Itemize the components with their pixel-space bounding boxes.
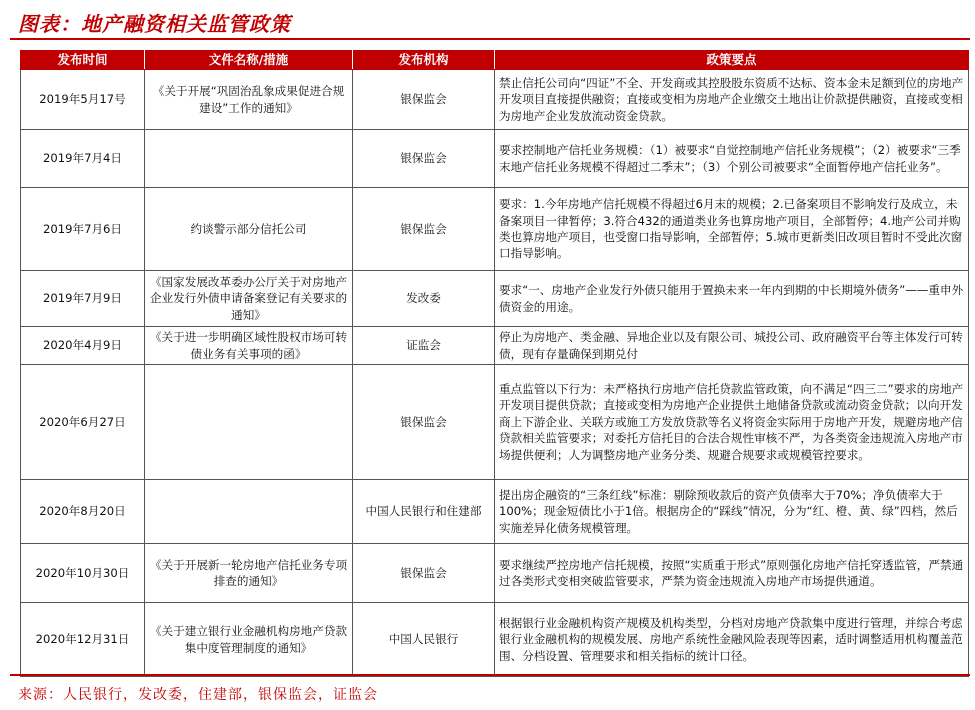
table-header-row — [21, 51, 969, 70]
cell-agency: 中国人民银行 — [353, 603, 495, 677]
cell-document: 《国家发展改革委办公厅关于对房地产企业发行外债申请备案登记有关要求的通知》 — [145, 271, 353, 327]
cell-points: 要求控制地产信托业务规模：（1）被要求“自觉控制地产信托业务规模”；（2）被要求“三季末地产信托业务规模不得超过二季末”；（3）个别公司被要求“全面暂停地产信托业务”。 — [495, 130, 969, 188]
cell-agency: 发改委 — [353, 271, 495, 327]
table-row — [21, 365, 969, 480]
page-title: 图表：地产融资相关监管政策 — [18, 12, 291, 36]
cell-document — [145, 365, 353, 480]
source-divider — [10, 674, 970, 676]
cell-points: 重点监管以下行为：未严格执行房地产信托贷款监管政策，向不满足“四三二”要求的房地产开发项目提供贷款；直接或变相为房地产企业提供土地储备贷款或流动资金贷款；以向开发商上下游企业、关联方或施工方发放贷款等名义将资金实际用于房地产开发，规避房地产信贷款相关监管要求；对委托方信托目的合法合规性审核不严，为各类资金违规流入房地产市场提供便利；人为调整房地产业务分类、规避合规要求或规模管控要求。 — [495, 365, 969, 480]
cell-points: 禁止信托公司向“四证”不全、开发商或其控股股东资质不达标、资本金未足额到位的房地产开发项目直接提供融资；直接或变相为房地产企业缴交土地出让价款提供融资，直接或变相为房地产企业发放流动资金贷款。 — [495, 70, 969, 130]
cell-agency: 银保监会 — [353, 544, 495, 603]
cell-date: 2020年10月30日 — [21, 544, 145, 603]
cell-date: 2019年7月6日 — [21, 188, 145, 271]
table-row — [21, 70, 969, 130]
table-row — [21, 188, 969, 271]
source-note: 来源：人民银行，发改委，住建部，银保监会，证监会 — [18, 687, 378, 703]
cell-document: 约谈警示部分信托公司 — [145, 188, 353, 271]
header-date: 发布时间 — [21, 51, 145, 70]
cell-document: 《关于建立银行业金融机构房地产贷款集中度管理制度的通知》 — [145, 603, 353, 677]
cell-points: 提出房企融资的“三条红线”标准：剔除预收款后的资产负债率大于70%；净负债率大于100%；现金短债比小于1倍。根据房企的“踩线”情况，分为“红、橙、黄、绿”四档，然后实施差异化债务规模管理。 — [495, 480, 969, 544]
cell-document: 《关于开展新一轮房地产信托业务专项排查的通知》 — [145, 544, 353, 603]
cell-points: 停止为房地产、类金融、异地企业以及有限公司、城投公司、政府融资平台等主体发行可转债，现有存量确保到期兑付 — [495, 327, 969, 365]
cell-document: 《关于开展“巩固治乱象成果促进合规建设”工作的通知》 — [145, 70, 353, 130]
cell-points: 要求继续严控房地产信托规模，按照“实质重于形式”原则强化房地产信托穿透监管，严禁通过各类形式变相突破监管要求，严禁为资金违规流入房地产市场提供通道。 — [495, 544, 969, 603]
cell-points: 要求“一、房地产企业发行外债只能用于置换未来一年内到期的中长期境外债务”——重申外债资金的用途。 — [495, 271, 969, 327]
header-document: 文件名称/措施 — [145, 51, 353, 70]
cell-document — [145, 480, 353, 544]
header-agency: 发布机构 — [353, 51, 495, 70]
table-row — [21, 130, 969, 188]
cell-date: 2020年6月27日 — [21, 365, 145, 480]
table-row — [21, 271, 969, 327]
title-divider — [10, 38, 970, 40]
cell-agency: 银保监会 — [353, 188, 495, 271]
header-points: 政策要点 — [495, 51, 969, 70]
cell-date: 2019年7月9日 — [21, 271, 145, 327]
cell-document — [145, 130, 353, 188]
policy-table — [20, 50, 969, 677]
table-row — [21, 544, 969, 603]
cell-date: 2020年4月9日 — [21, 327, 145, 365]
cell-date: 2020年12月31日 — [21, 603, 145, 677]
table-row — [21, 327, 969, 365]
cell-date: 2019年5月17号 — [21, 70, 145, 130]
table-row — [21, 480, 969, 544]
cell-document: 《关于进一步明确区域性股权市场可转债业务有关事项的函》 — [145, 327, 353, 365]
cell-agency: 银保监会 — [353, 130, 495, 188]
cell-points: 要求：1.今年房地产信托规模不得超过6月末的规模；2.已备案项目不影响发行及成立，未备案项目一律暂停；3.符合432的通道类业务也算房地产项目，全部暂停；4.地产公司并购类也算房地产项目，也受窗口指导影响，全部暂停；5.城市更新类旧改项目暂时不受此次窗口指导影响。 — [495, 188, 969, 271]
cell-date: 2019年7月4日 — [21, 130, 145, 188]
cell-date: 2020年8月20日 — [21, 480, 145, 544]
cell-agency: 证监会 — [353, 327, 495, 365]
cell-agency: 银保监会 — [353, 365, 495, 480]
cell-points: 根据银行业金融机构资产规模及机构类型，分档对房地产贷款集中度进行管理，并综合考虑银行业金融机构的规模发展、房地产系统性金融风险表现等因素，适时调整适用机构覆盖范围、分档设置、管理要求和相关指标的统计口径。 — [495, 603, 969, 677]
cell-agency: 银保监会 — [353, 70, 495, 130]
table-row — [21, 603, 969, 677]
cell-agency: 中国人民银行和住建部 — [353, 480, 495, 544]
